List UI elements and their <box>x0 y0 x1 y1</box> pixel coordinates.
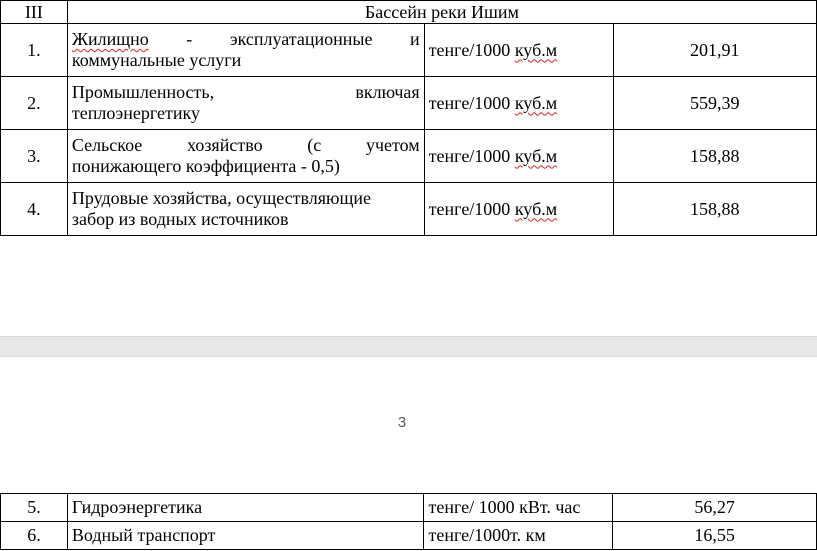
row-name-line-2: забор из водных источников <box>71 209 289 229</box>
row-name <box>67 24 424 77</box>
row-name-word: Сельское <box>71 135 143 155</box>
table-row <box>1 522 817 550</box>
row-unit <box>424 24 613 77</box>
section-header-row <box>1 1 817 24</box>
row-name-word: учетом <box>365 135 420 155</box>
bottom-rows <box>1 494 817 550</box>
row-number: 2. <box>1 77 68 130</box>
row-name <box>67 130 424 183</box>
unit-prefix: тенге/1000 <box>428 39 515 60</box>
table-row <box>1 77 817 130</box>
row-name-line-2: понижающего коэффициента - 0,5) <box>71 156 340 176</box>
row-name-line-2: коммунальные услуги <box>71 50 242 70</box>
row-unit <box>424 130 613 183</box>
section-title: Бассейн реки Ишим <box>67 1 816 24</box>
unit-word: куб.м <box>514 145 558 166</box>
row-unit: тенге/1000т. км <box>424 522 613 550</box>
row-name <box>67 77 424 130</box>
page-break <box>0 336 817 357</box>
row-name <box>67 183 424 236</box>
unit-word: куб.м <box>514 39 558 60</box>
table-row <box>1 24 817 77</box>
row-name-word: Прудовые хозяйства, осуществляющие <box>71 188 371 208</box>
row-number: 3. <box>1 130 68 183</box>
row-name: Водный транспорт <box>67 522 424 550</box>
row-value: 16,55 <box>613 522 817 550</box>
table-row <box>1 494 817 522</box>
table-row <box>1 183 817 236</box>
row-value: 158,88 <box>613 130 817 183</box>
unit-prefix: тенге/1000 <box>428 145 515 166</box>
row-name-word: (с <box>307 135 322 155</box>
row-unit: тенге/ 1000 кВт. час <box>424 494 613 522</box>
row-name-word: эксплуатационные <box>229 29 373 49</box>
tariff-table-bottom <box>0 493 817 550</box>
row-unit <box>424 77 613 130</box>
row-name-line-1 <box>72 82 420 103</box>
row-name-word: хозяйство <box>187 135 263 155</box>
row-name-word: и <box>410 29 420 49</box>
row-value: 56,27 <box>613 494 817 522</box>
unit-word: куб.м <box>514 92 558 113</box>
row-number: 4. <box>1 183 68 236</box>
row-name-line-1 <box>72 135 420 156</box>
row-name-word: - <box>186 29 193 49</box>
row-value: 559,39 <box>613 77 817 130</box>
row-name-word: включая <box>355 82 420 102</box>
row-name: Гидроэнергетика <box>67 494 424 522</box>
row-number: 5. <box>1 494 68 522</box>
page-number: 3 <box>397 414 407 431</box>
table-row <box>1 130 817 183</box>
row-name-line-1 <box>72 29 420 50</box>
row-name-line-2: теплоэнергетику <box>71 103 201 123</box>
row-name-word: Жилищно <box>71 29 149 49</box>
row-number: 6. <box>1 522 68 550</box>
row-unit <box>424 183 613 236</box>
unit-word: куб.м <box>514 198 558 219</box>
row-value: 158,88 <box>613 183 817 236</box>
row-name-line-1 <box>72 188 420 209</box>
row-name-word: Промышленность, <box>71 82 215 102</box>
unit-prefix: тенге/1000 <box>428 198 515 219</box>
row-value: 201,91 <box>613 24 817 77</box>
tariff-table-top <box>0 0 817 236</box>
top-rows <box>1 24 817 236</box>
row-number: 1. <box>1 24 68 77</box>
section-number: III <box>1 1 68 24</box>
unit-prefix: тенге/1000 <box>428 92 515 113</box>
